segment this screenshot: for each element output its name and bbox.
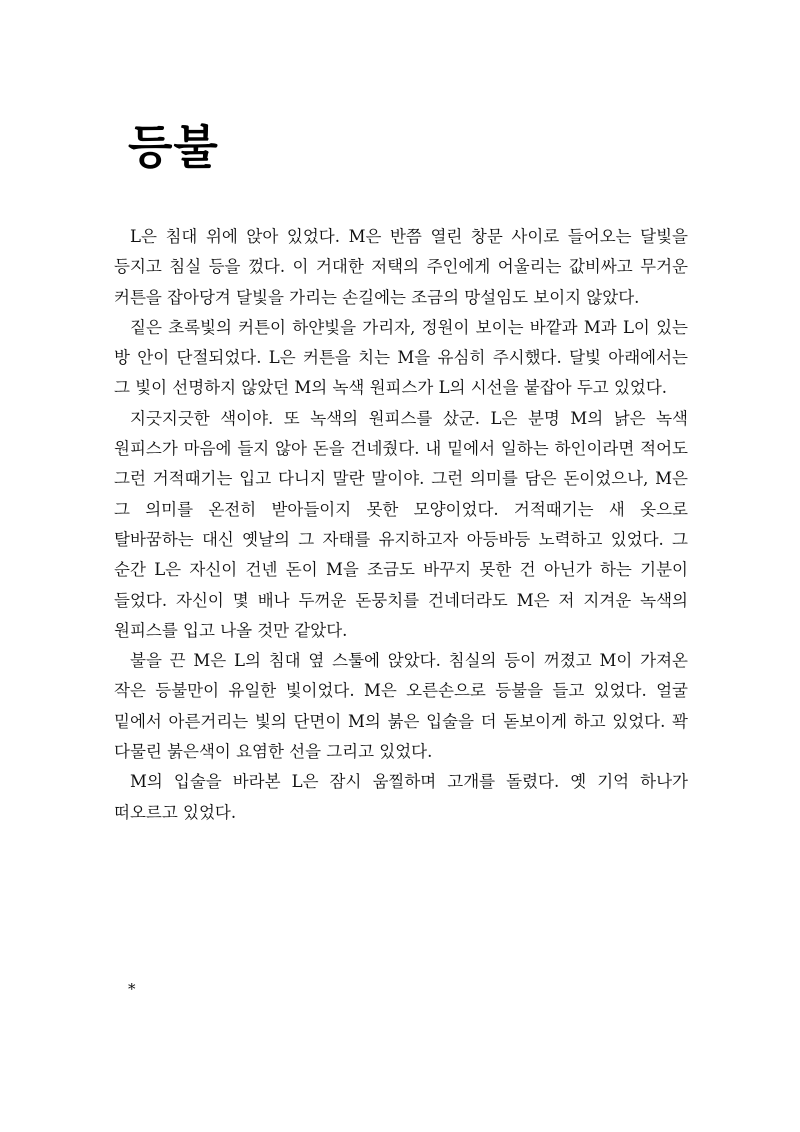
paragraph-3: 지긋지긋한 색이야. 또 녹색의 원피스를 샀군. L은 분명 M의 낡은 녹색 원피스가 마음에 들지 않아 돈을 건네줬다. 내 밑에서 일하는 하인이라면 적어도 그런 거적때기는 입고 다니지 말란 말이야. 그런 의미를 담은 돈이었으나, M은 그 의미를 온전히 받아들이지 못한 모양이었다. 거적때기는 새 옷으로 탈바꿈하는 대신 옛날의 그 자태를 유지하고자 아등바등 노력하고 있었다. 그 순간 L은 자신이 건넨 돈이 M을 조금도 바꾸지 못한 건 아닌가 하는 기분이 들었다. 자신이 몇 배나 두꺼운 돈뭉치를 건네더라도 M은 저 지겨운 녹색의 원피스를 입고 나올 것만 같았다. [114, 408, 688, 640]
paragraph-5: M의 입술을 바라본 L은 잠시 움찔하며 고개를 돌렸다. 옛 기억 하나가 떠오르고 있었다. [114, 772, 688, 822]
story-body [114, 222, 688, 828]
document-title: 등불 [128, 120, 219, 174]
section-break-asterisk: * [128, 980, 136, 998]
paragraph-2: 짙은 초록빛의 커튼이 하얀빛을 가리자, 정원이 보이는 바깥과 M과 L이 있는 방 안이 단절되었다. L은 커튼을 치는 M을 유심히 주시했다. 달빛 아래에서는 그 빛이 선명하지 않았던 M의 녹색 원피스가 L의 시선을 붙잡아 두고 있었다. [114, 317, 688, 398]
paragraph-4: 불을 끈 M은 L의 침대 옆 스툴에 앉았다. 침실의 등이 꺼졌고 M이 가져온 작은 등불만이 유일한 빛이었다. M은 오른손으로 등불을 들고 있었다. 얼굴 밑에서 아른거리는 빛의 단면이 M의 붉은 입술을 더 돋보이게 하고 있었다. 꽉 다물린 붉은색이 요염한 선을 그리고 있었다. [114, 651, 688, 762]
paragraph-1: L은 침대 위에 앉아 있었다. M은 반쯤 열린 창문 사이로 들어오는 달빛을 등지고 침실 등을 껐다. 이 거대한 저택의 주인에게 어울리는 값비싸고 무거운 커튼을 잡아당겨 달빛을 가리는 손길에는 조금의 망설임도 보이지 않았다. [114, 227, 688, 307]
